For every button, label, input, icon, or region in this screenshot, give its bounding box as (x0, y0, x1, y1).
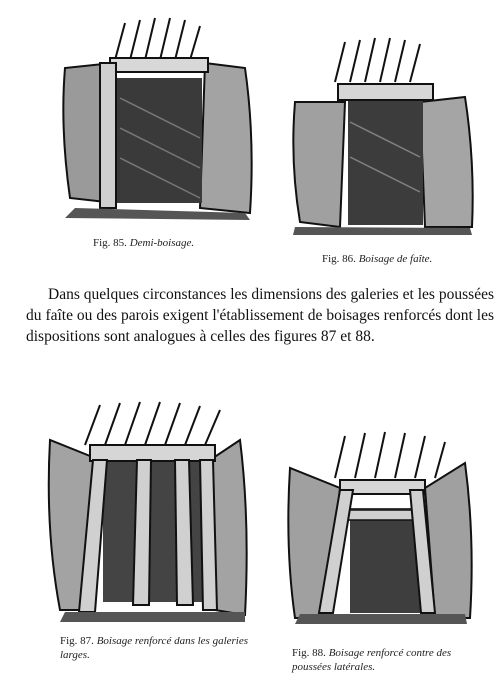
paragraph-text: Dans quelques circonstances les dimensions des galeries et les poussées du faîte ou des parois exigent l'établissement de boisages renforcés dont les dispositions sont analogues à celles des figures 87 et 88. (26, 286, 494, 345)
figure-86-caption: Fig. 86. Boisage de faîte. (322, 253, 433, 265)
figure-87-illustration (45, 400, 250, 625)
body-paragraph (26, 284, 494, 347)
figure-88-caption: Fig. 88. Boisage renforcé contre des poussées latérales. (292, 647, 452, 673)
figure-85-caption: Fig. 85. Demi-boisage. (93, 237, 195, 249)
figure-87-caption: Fig. 87. Boisage renforcé dans les galeries larges. (60, 635, 249, 661)
figure-86-illustration (290, 32, 475, 237)
figure-85-illustration (55, 8, 255, 223)
figure-88-illustration (285, 428, 475, 628)
